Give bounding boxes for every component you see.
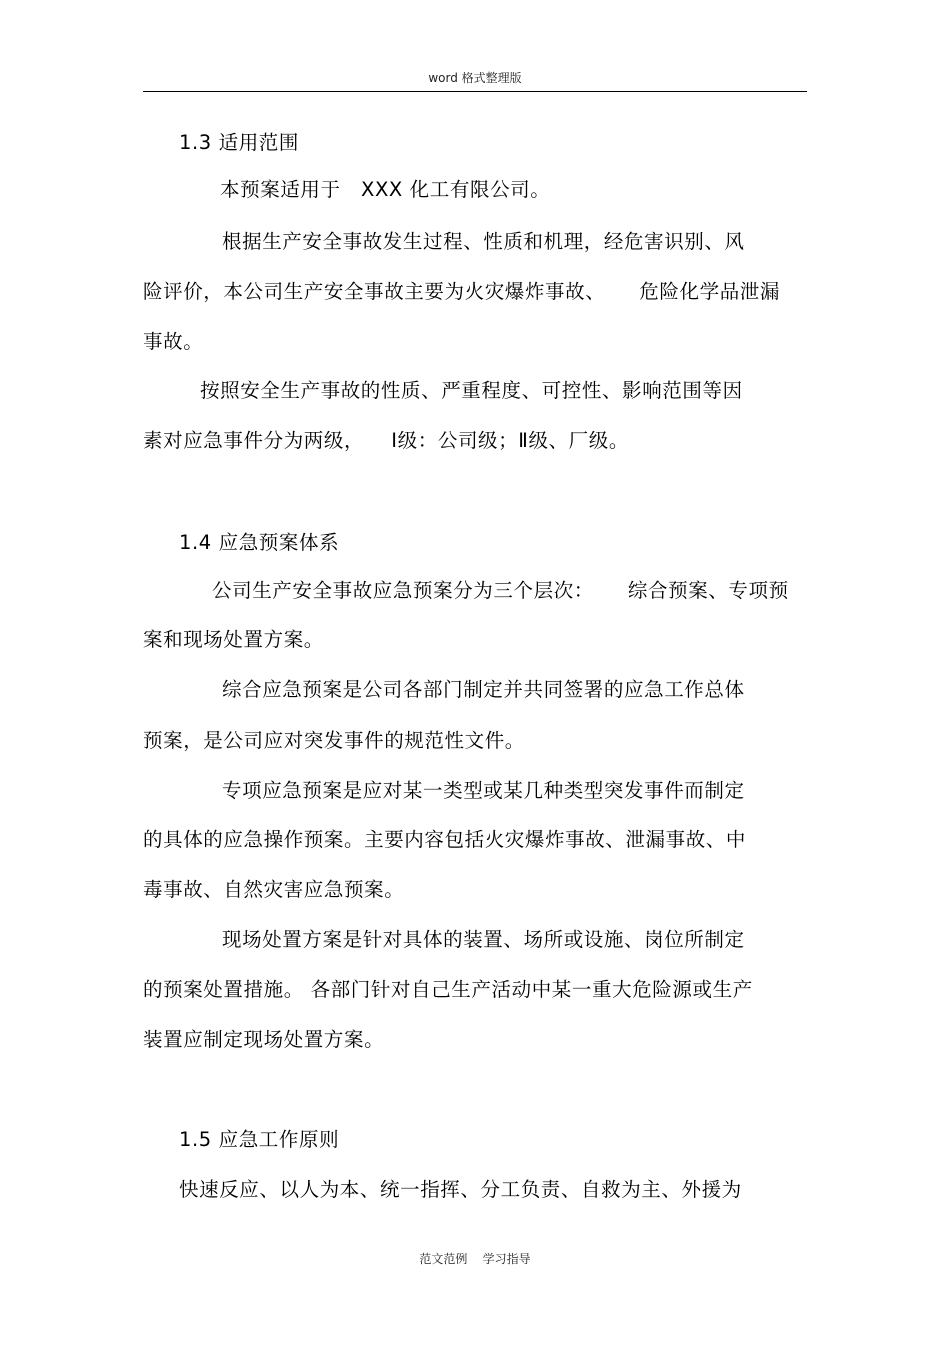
paragraph-line: 公司生产安全事故应急预案分为三个层次： 综合预案、专项预 (212, 579, 789, 602)
paragraph-line: 预案，是公司应对突发事件的规范性文件。 (143, 729, 525, 752)
paragraph-line: 案和现场处置方案。 (143, 628, 324, 651)
paragraph-line: 素对应急事件分为两级， Ⅰ级：公司级；Ⅱ级、厂级。 (143, 429, 629, 452)
paragraph-line: 事故。 (143, 330, 204, 353)
paragraph-line: 现场处置方案是针对具体的装置、场所或设施、岗位所制定 (222, 928, 745, 951)
section-heading-1-5: 1.5 应急工作原则 (179, 1128, 340, 1151)
page-header: word 格式整理版 (428, 71, 522, 85)
paragraph-line: 的具体的应急操作预案。主要内容包括火灾爆炸事故、泄漏事故、中 (143, 828, 747, 851)
paragraph-line: 装置应制定现场处置方案。 (143, 1028, 385, 1051)
paragraph-line: 的预案处置措施。 各部门针对自己生产活动中某一重大危险源或生产 (143, 978, 753, 1001)
paragraph-line: 毒事故、自然灾害应急预案。 (143, 878, 405, 901)
section-heading-1-4: 1.4 应急预案体系 (179, 531, 340, 554)
paragraph-line: 本预案适用于 XXX 化工有限公司。 (220, 178, 551, 201)
paragraph-line: 专项应急预案是应对某一类型或某几种类型突发事件而制定 (222, 779, 745, 802)
paragraph-line: 综合应急预案是公司各部门制定并共同签署的应急工作总体 (222, 678, 745, 701)
paragraph-line: 险评价，本公司生产安全事故主要为火灾爆炸事故、 危险化学品泄漏 (143, 280, 780, 303)
header-divider (143, 91, 807, 92)
paragraph-line: 快速反应、以人为本、统一指挥、分工负责、自救为主、外援为 (179, 1178, 742, 1201)
paragraph-line: 按照安全生产事故的性质、严重程度、可控性、影响范围等因 (200, 379, 743, 402)
section-heading-1-3: 1.3 适用范围 (179, 131, 300, 154)
paragraph-line: 根据生产安全事故发生过程、性质和机理，经危害识别、风 (222, 230, 745, 253)
page-footer: 范文范例 学习指导 (419, 1252, 531, 1266)
